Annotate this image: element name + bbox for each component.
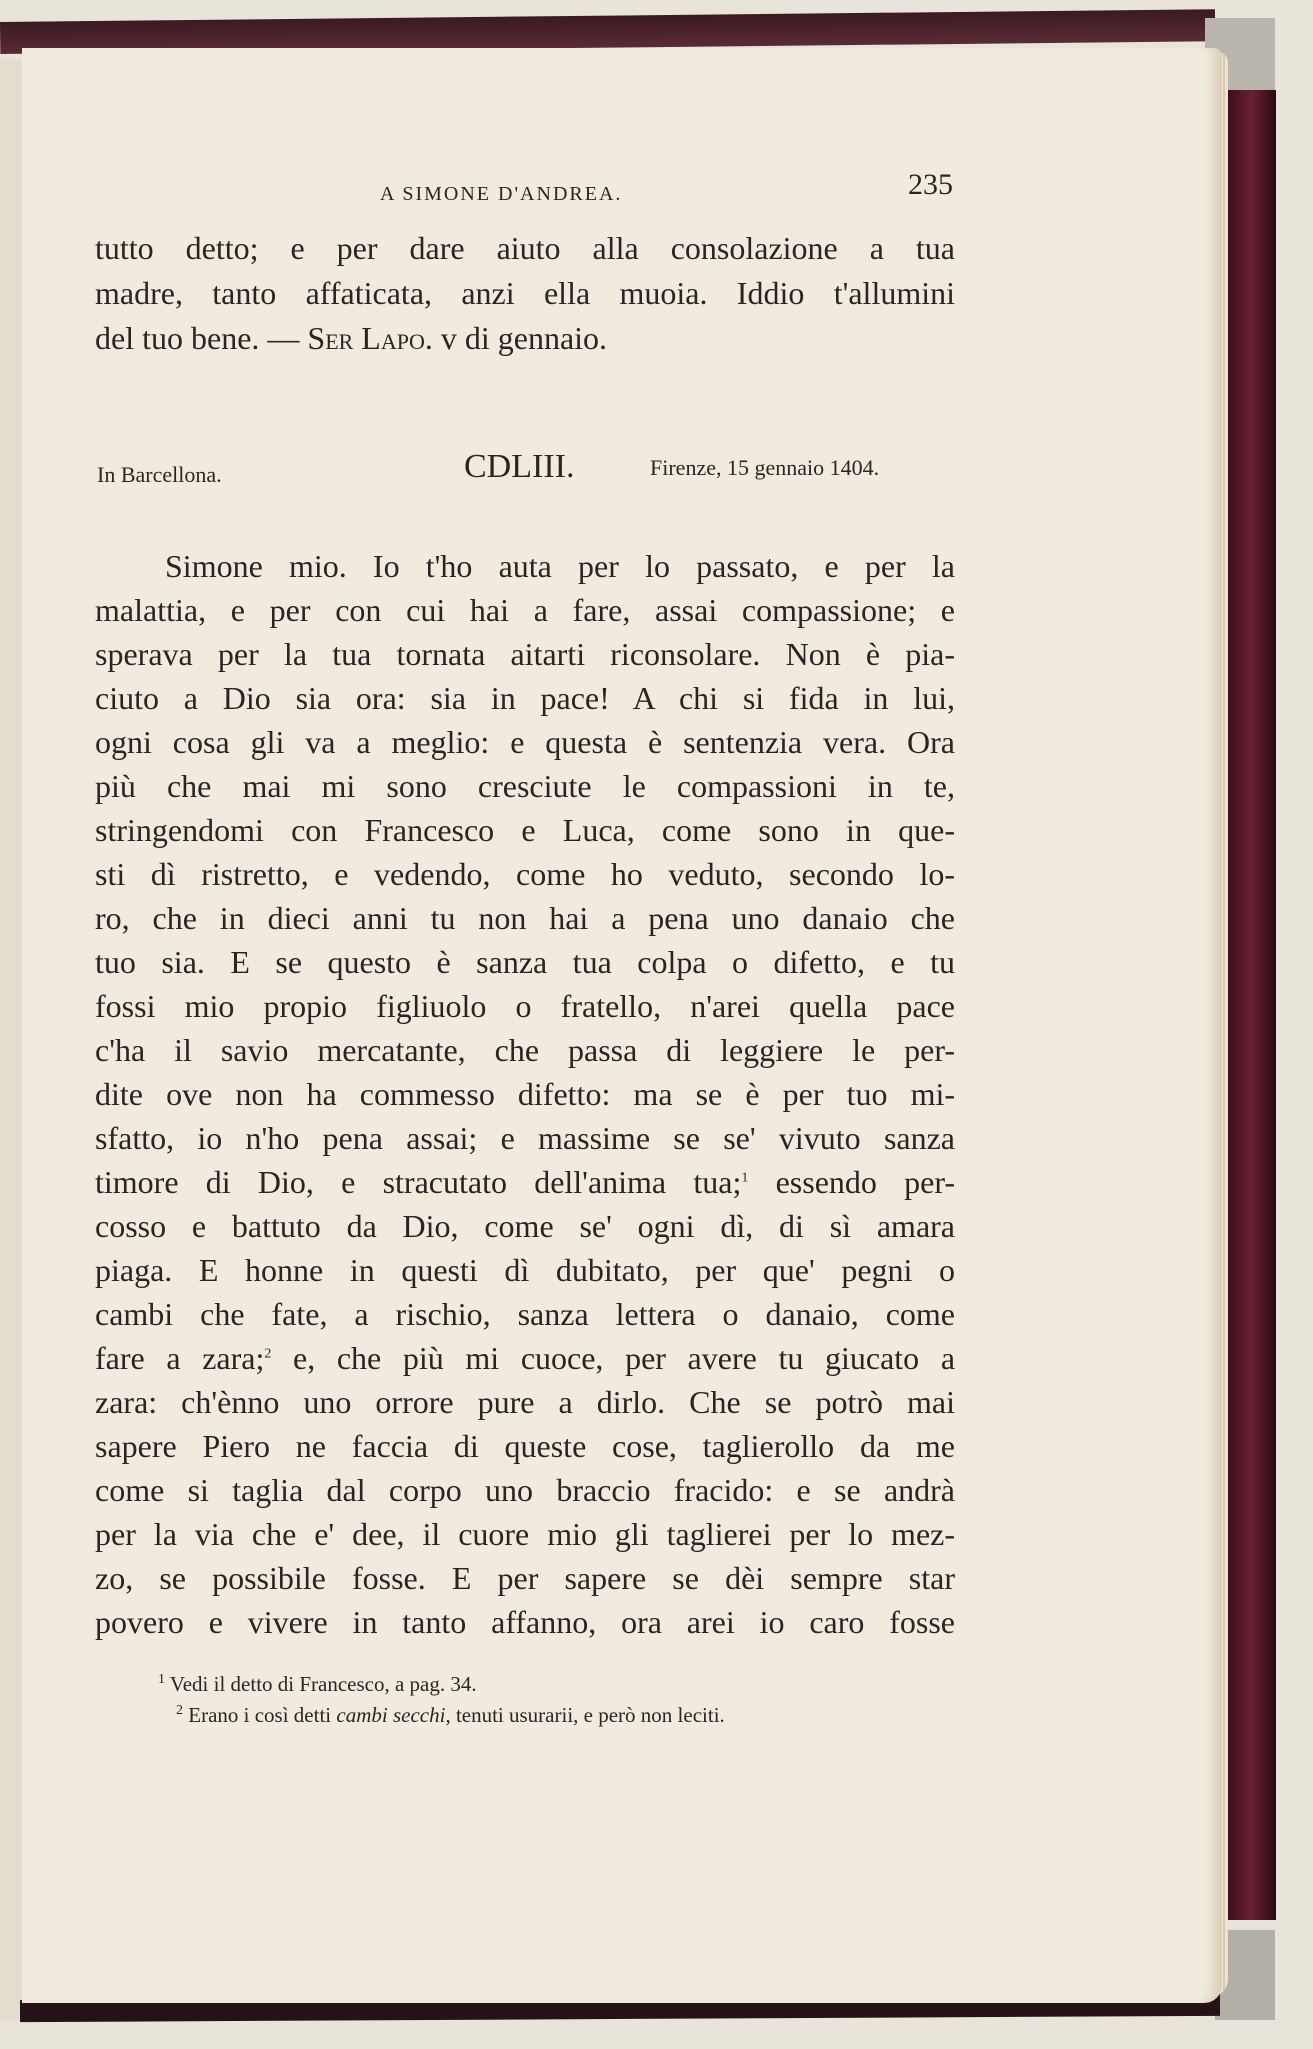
footnote-text: , tenuti usurarii, e però non leciti. (445, 1703, 725, 1727)
text-line (95, 1340, 955, 1377)
text-line: zara: ch'ènno uno orrore pure a dirlo. Che se potrò mai (95, 1384, 955, 1420)
text-line: sapere Piero ne faccia di queste cose, taglierollo da me (95, 1428, 955, 1464)
text-line: cosso e battuto da Dio, come se' ogni dì, di sì amara (95, 1208, 955, 1244)
footnote-2 (176, 1703, 725, 1728)
text: timore di Dio, e stracutato dell'anima tua; (95, 1164, 742, 1200)
footnote-ref[interactable]: 2 (264, 1346, 272, 1362)
footnote-mark: 2 (176, 1703, 183, 1718)
text-line: povero e vivere in tanto affanno, ora arei io caro fosse (95, 1604, 955, 1640)
letter-place: In Barcellona. (97, 462, 222, 487)
footnote-italic: cambi secchi (336, 1703, 446, 1727)
text-line-signature (95, 320, 955, 357)
text-line: c'ha il savio mercatante, che passa di leggiere le per- (95, 1032, 955, 1068)
text-line: Simone mio. Io t'ho auta per lo passato, e per la (165, 548, 955, 584)
text-line: sti dì ristretto, e vedendo, come ho veduto, secondo lo- (95, 856, 955, 892)
text-line: tutto detto; e per dare aiuto alla consolazione a tua (95, 230, 955, 266)
text-line: sperava per la tua tornata aitarti riconsolare. Non è pia- (95, 636, 955, 672)
text-line: tuo sia. E se questo è sanza tua colpa o difetto, e tu (95, 944, 955, 980)
text-line: sfatto, io n'ho pena assai; e massime se se' vivuto sanza (95, 1120, 955, 1156)
text-line: ciuto a Dio sia ora: sia in pace! A chi si fida in lui, (95, 680, 955, 716)
footnote-text: Vedi il detto di Francesco, a pag. 34. (169, 1672, 477, 1696)
text: fare a zara; (95, 1340, 265, 1376)
text-line: piaga. E honne in questi dì dubitato, per que' pegni o (95, 1252, 955, 1288)
text-line: come si taglia dal corpo uno braccio fracido: e se andrà (95, 1472, 955, 1508)
text-line: cambi che fate, a rischio, sanza lettera o danaio, come (95, 1296, 955, 1332)
text-line: dite ove non ha commesso difetto: ma se è per tuo mi- (95, 1076, 955, 1112)
text-line: per la via che e' dee, il cuore mio gli taglierei per lo mez- (95, 1516, 955, 1552)
footnote-mark: 1 (158, 1672, 165, 1687)
footnote-1 (158, 1672, 477, 1697)
text-line: ro, che in dieci anni tu non hai a pena uno danaio che (95, 900, 955, 936)
letter-number: CDLIII. (464, 448, 575, 485)
signature: Ser Lapo (307, 320, 425, 356)
text: essendo per- (775, 1164, 955, 1200)
page-number: 235 (908, 168, 953, 201)
text-line: stringendomi con Francesco e Luca, come sono in que- (95, 812, 955, 848)
text-line: malattia, e per con cui hai a fare, assai compassione; e (95, 592, 955, 628)
text-line: madre, tanto affaticata, anzi ella muoia. Iddio t'allumini (95, 275, 955, 311)
text: e, che più mi cuoce, per avere tu giucato a (293, 1340, 956, 1376)
footnote-ref[interactable]: 1 (741, 1170, 749, 1186)
footnote-text: Erano i così detti (188, 1703, 337, 1727)
text: . v di gennaio. (424, 320, 608, 356)
text-line: fossi mio propio figliuolo o fratello, n'arei quella pace (95, 988, 955, 1024)
text-line (95, 1164, 955, 1201)
book-cover-right (1228, 90, 1276, 1920)
text-line: più che mai mi sono cresciute le compassioni in te, (95, 768, 955, 804)
text: del tuo bene. — (95, 320, 308, 356)
text-line: zo, se possibile fosse. E per sapere se dèi sempre star (95, 1560, 955, 1596)
text-line: ogni cosa gli va a meglio: e questa è sentenzia vera. Ora (95, 724, 955, 760)
running-header: A SIMONE D'ANDREA. (380, 183, 623, 205)
letter-date: Firenze, 15 gennaio 1404. (650, 455, 880, 480)
